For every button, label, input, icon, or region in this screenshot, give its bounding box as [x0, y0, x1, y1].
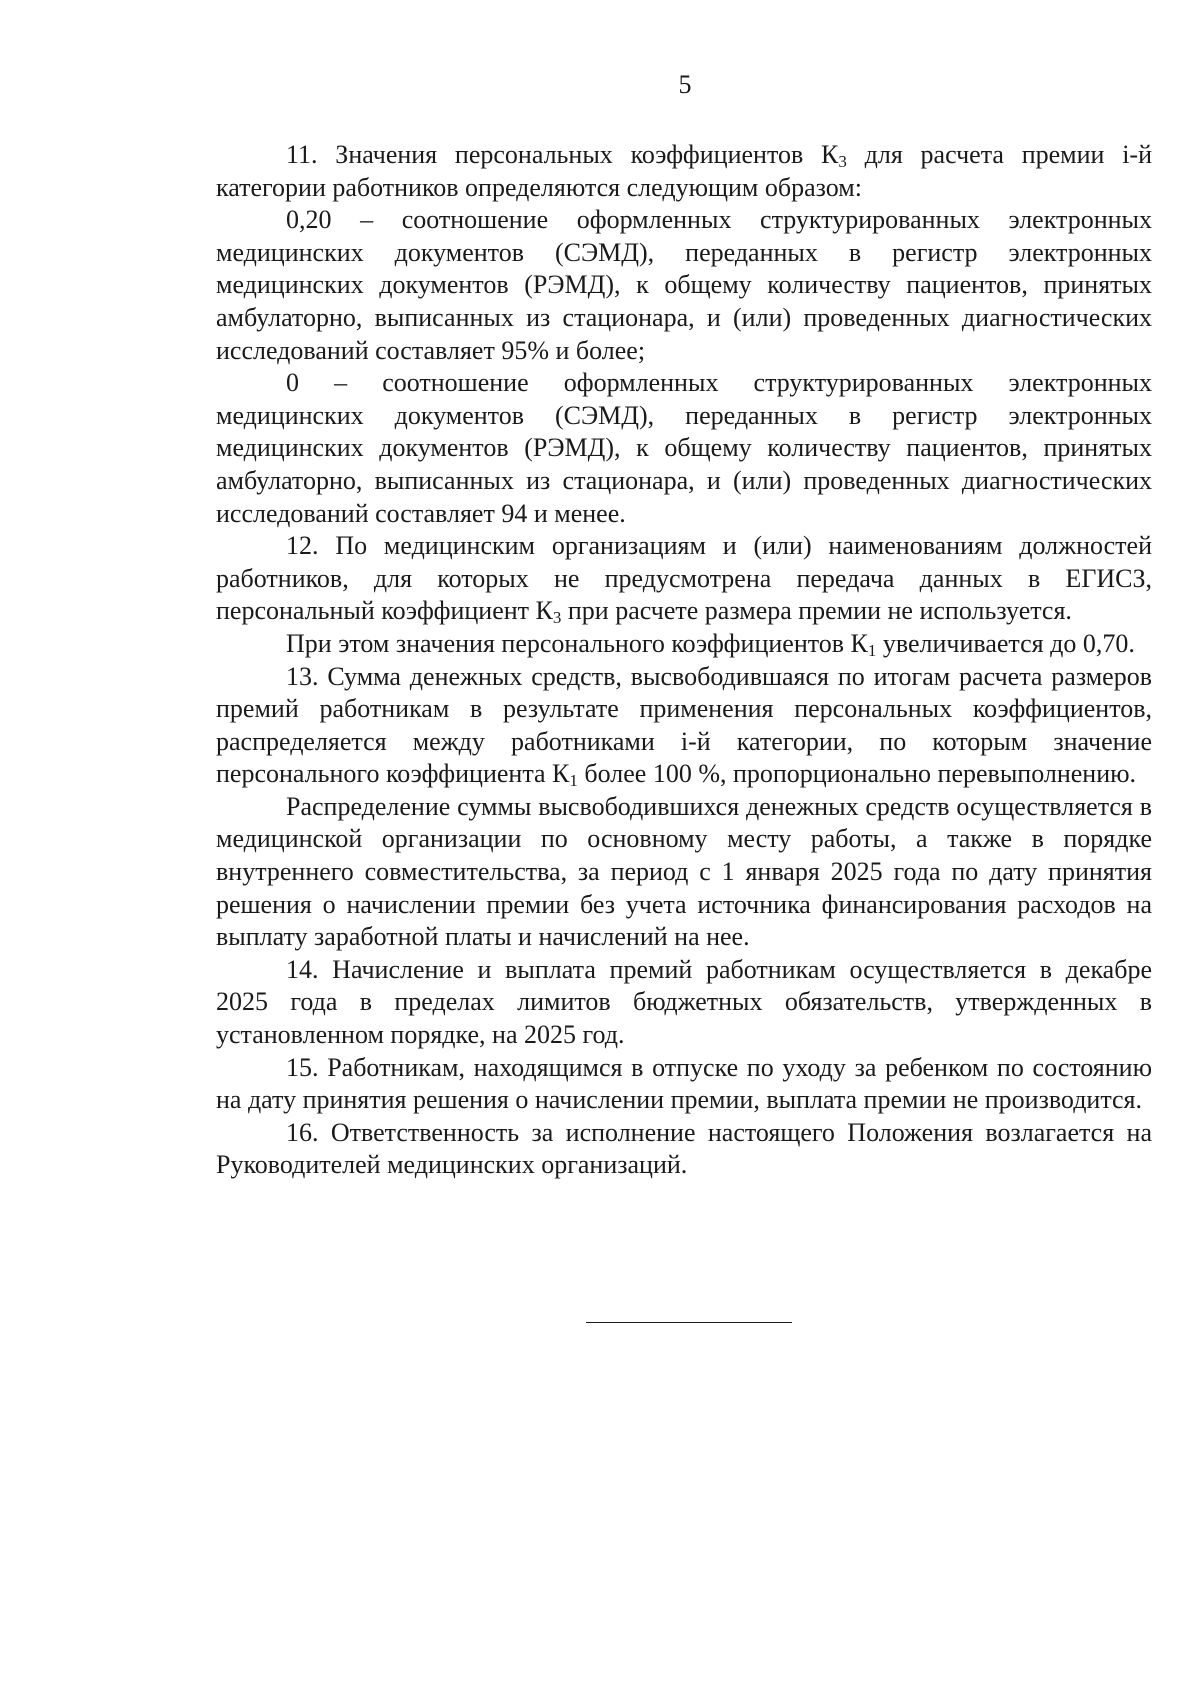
text-segment: При этом значения персонального коэффициентов К — [286, 628, 868, 658]
text-segment: для расчета премии i-й категории работников определяются следующим образом: — [216, 140, 1152, 202]
text-segment: 15. Работникам, находящимся в отпуске по уходу за ребенком по состоянию на дату принятия решения о начислении премии, выплата премии не производится. — [216, 1052, 1152, 1115]
subscript-index: 3 — [838, 152, 847, 171]
text-segment: 14. Начисление и выплата премий работникам осуществляется в декабре 2025 года в пределах лимитов бюджетных обязательств, утвержденных в установленном порядке, на 2025 год. — [216, 954, 1152, 1050]
text-segment: увеличивается до 0,70. — [876, 628, 1135, 658]
text-segment: 12. По медицинским организациям и (или) наименованиям должностей работников, для которых не предусмотрена передача данных в ЕГИСЗ, персональный коэффициент К — [216, 531, 1152, 626]
text-segment: 0 – соотношение оформленных структурированных электронных медицинских документов (СЭМД), переданных в регистр электронных медицинских документов (РЭМД), к общему количеству пациентов, принятых амбулаторно, выписанных из стационара, и (или) проведенных диагностических исследований составляет 94 и менее. — [216, 368, 1152, 528]
paragraph-p16 — [216, 1117, 1152, 1182]
paragraph-p13-b — [216, 791, 1152, 954]
paragraph-p15 — [216, 1052, 1152, 1117]
text-segment: 11. Значения персональных коэффициентов К — [286, 140, 839, 169]
paragraph-p12-b — [216, 628, 1152, 661]
paragraph-p11-b — [216, 367, 1152, 530]
subscript-index: 1 — [569, 771, 578, 791]
end-separator-line — [586, 1322, 792, 1323]
text-segment: 0,20 – соотношение оформленных структурированных электронных медицинских документов (СЭМД), переданных в регистр электронных медицинских документов (РЭМД), к общему количеству пациентов, принятых амбулаторно, выписанных из стационара, и (или) проведенных диагностических исследований составляет 95% и более; — [216, 205, 1152, 365]
paragraph-p13 — [216, 661, 1152, 791]
text-segment: Распределение суммы высвободившихся денежных средств осуществляется в медицинской организации по основному месту работы, а также в порядке внутреннего совместительства, за период с 1 января 2025 года по дату принятия решения о начислении премии без учета источника финансирования расходов на выплату заработной платы и начислений на нее. — [216, 791, 1152, 952]
document-body — [216, 139, 1152, 1182]
paragraph-p11 — [216, 139, 1152, 204]
text-segment: при расчете размера премии не используется. — [561, 596, 1072, 626]
subscript-index: 1 — [867, 640, 877, 660]
paragraph-p11-a — [216, 204, 1152, 367]
page-number: 5 — [678, 70, 692, 99]
paragraph-p14 — [216, 954, 1152, 1052]
text-segment: более 100 %, пропорционально перевыполнению. — [577, 759, 1137, 789]
paragraph-p12 — [216, 530, 1152, 628]
subscript-index: 3 — [552, 608, 562, 628]
text-segment: 16. Ответственность за исполнение настоящего Положения возлагается на Руководителей медицинских организаций. — [216, 1117, 1152, 1180]
text-segment: 13. Сумма денежных средств, высвободившаяся по итогам расчета размеров премий работникам в результате применения персональных коэффициентов, распределяется между работниками i-й категории, по которым значение персонального коэффициента К — [216, 661, 1152, 789]
